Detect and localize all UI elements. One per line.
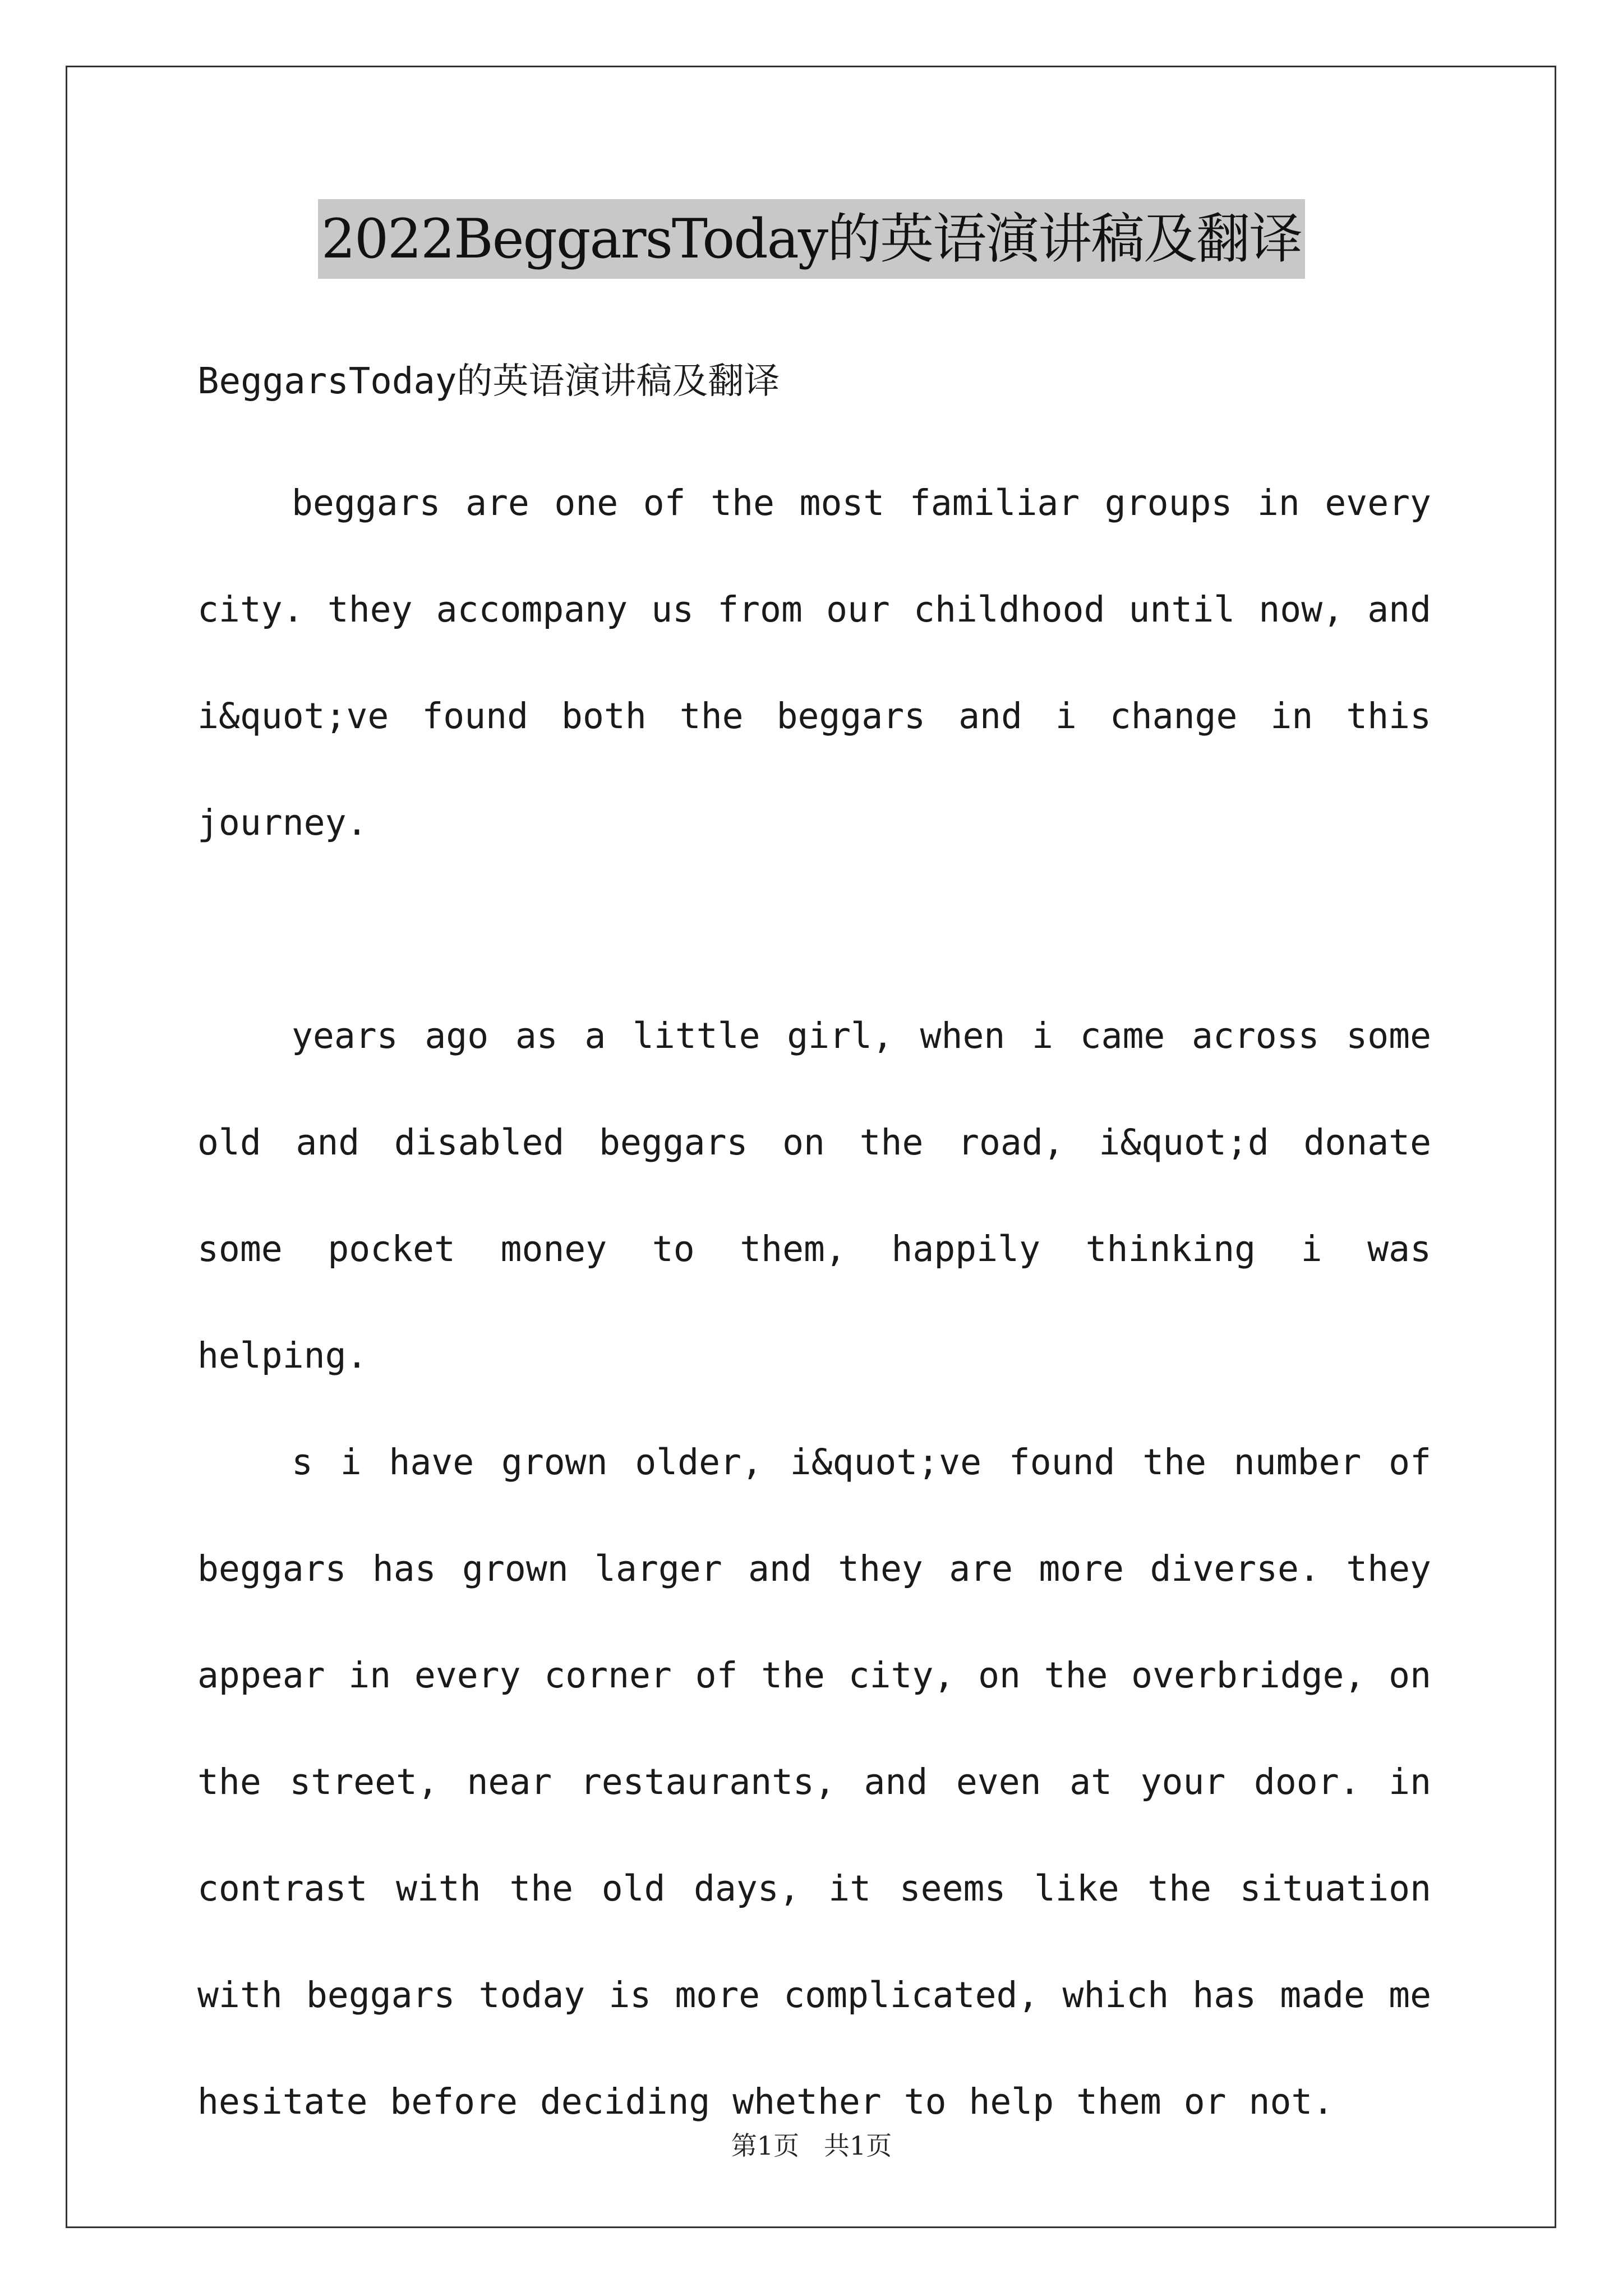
page-number-footer: 第1页 共1页: [731, 2131, 892, 2161]
paragraph-3: s i have grown older, i&quot;ve found the number of beggars has grown larger and they are more diverse. they appear in every corner of the city, on the overbridge, on the street, near restaurants, and even at your door. in contrast with the old days, it seems like the situation with beggars today is more complicated, which has made me hesitate before deciding whether to help them or not.: [197, 1442, 1431, 2122]
document-subtitle: BeggarsToday的英语演讲稿及翻译: [197, 361, 780, 402]
title-container: [0, 199, 1623, 279]
paragraph-2: years ago as a little girl, when i came across some old and disabled beggars on the road, i&quot;d donate some pocket money to them, happily thinking i was helping.: [197, 1015, 1431, 1376]
document-body: [197, 342, 1431, 2155]
document-title: 2022BeggarsToday的英语演讲稿及翻译: [318, 199, 1305, 279]
paragraph-1: beggars are one of the most familiar groups in every city. they accompany us from our childhood until now, and i&quot;ve found both the beggars and i change in this journey.: [197, 482, 1431, 843]
